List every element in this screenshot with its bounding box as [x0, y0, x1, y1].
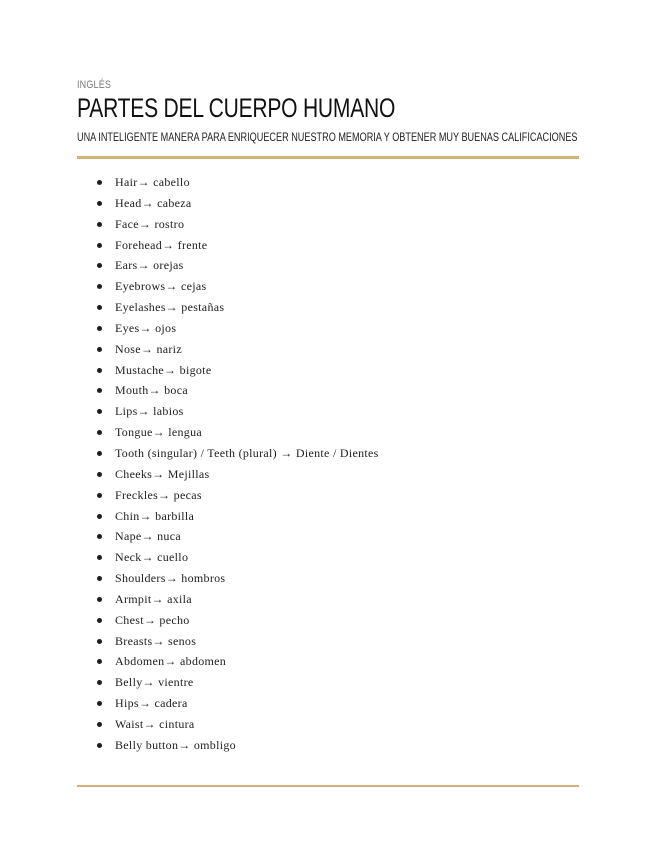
bullet-icon — [97, 576, 102, 581]
list-item — [97, 339, 379, 360]
bullet-icon — [97, 263, 102, 268]
vocabulary-list — [97, 172, 379, 756]
bullet-icon — [97, 743, 102, 748]
list-item — [97, 255, 379, 276]
vocabulary-entry: Eyes→ ojos — [115, 320, 177, 335]
vocabulary-entry: Mustache→ bigote — [115, 362, 212, 377]
vocabulary-entry: Face→ rostro — [115, 216, 185, 231]
bullet-icon — [97, 701, 102, 706]
vocabulary-entry: Lips→ labios — [115, 404, 184, 419]
vocabulary-entry: Eyelashes→ pestañas — [115, 300, 225, 315]
vocabulary-entry: Breasts→ senos — [115, 633, 197, 648]
bullet-icon — [97, 534, 102, 539]
bullet-icon — [97, 305, 102, 310]
bullet-icon — [97, 409, 102, 414]
bullet-icon — [97, 451, 102, 456]
vocabulary-entry: Forehead→ frente — [115, 237, 208, 252]
vocabulary-entry: Neck→ cuello — [115, 550, 189, 565]
bullet-icon — [97, 388, 102, 393]
vocabulary-entry: Ears→ orejas — [115, 258, 184, 273]
list-item — [97, 526, 379, 547]
bullet-icon — [97, 180, 102, 185]
list-item — [97, 193, 379, 214]
vocabulary-entry: Waist→ cintura — [115, 716, 195, 731]
vocabulary-entry: Head→ cabeza — [115, 195, 192, 210]
bullet-icon — [97, 659, 102, 664]
vocabulary-entry: Tooth (singular) / Teeth (plural) → Diente / Dientes — [115, 445, 379, 460]
list-item — [97, 735, 379, 756]
vocabulary-entry: Chin→ barbilla — [115, 508, 195, 523]
bullet-icon — [97, 597, 102, 602]
list-item — [97, 172, 379, 193]
list-item — [97, 297, 379, 318]
vocabulary-entry: Belly→ vientre — [115, 675, 194, 690]
top-divider — [77, 156, 579, 159]
bullet-icon — [97, 368, 102, 373]
list-item — [97, 547, 379, 568]
vocabulary-entry: Armpit→ axila — [115, 591, 192, 606]
bullet-icon — [97, 201, 102, 206]
list-item — [97, 360, 379, 381]
bullet-icon — [97, 639, 102, 644]
bullet-icon — [97, 722, 102, 727]
list-item — [97, 672, 379, 693]
page-subtitle: UNA INTELIGENTE MANERA PARA ENRIQUECER NUESTRO MEMORIA Y OBTENER MUY BUENAS CALIFICACIONES — [77, 130, 578, 144]
bullet-icon — [97, 472, 102, 477]
bullet-icon — [97, 222, 102, 227]
bullet-icon — [97, 430, 102, 435]
list-item — [97, 401, 379, 422]
vocabulary-entry: Cheeks→ Mejillas — [115, 466, 210, 481]
vocabulary-entry: Tongue→ lengua — [115, 425, 203, 440]
vocabulary-entry: Hips→ cadera — [115, 696, 188, 711]
vocabulary-entry: Chest→ pecho — [115, 612, 190, 627]
list-item — [97, 693, 379, 714]
vocabulary-entry: Shoulders→ hombros — [115, 571, 226, 586]
list-item — [97, 214, 379, 235]
list-item — [97, 422, 379, 443]
bullet-icon — [97, 618, 102, 623]
subject-label: INGLÉS — [77, 79, 112, 91]
vocabulary-entry: Freckles→ pecas — [115, 487, 202, 502]
list-item — [97, 276, 379, 297]
list-item — [97, 589, 379, 610]
list-item — [97, 235, 379, 256]
bullet-icon — [97, 493, 102, 498]
bullet-icon — [97, 284, 102, 289]
list-item — [97, 651, 379, 672]
bullet-icon — [97, 347, 102, 352]
vocabulary-entry: Belly button→ ombligo — [115, 737, 236, 752]
page-title: PARTES DEL CUERPO HUMANO — [77, 93, 396, 123]
bullet-icon — [97, 243, 102, 248]
list-item — [97, 714, 379, 735]
list-item — [97, 610, 379, 631]
vocabulary-entry: Nose→ nariz — [115, 341, 182, 356]
vocabulary-entry: Hair→ cabello — [115, 175, 190, 189]
list-item — [97, 464, 379, 485]
vocabulary-entry: Nape→ nuca — [115, 529, 181, 544]
list-item — [97, 506, 379, 527]
list-item — [97, 485, 379, 506]
bottom-divider — [77, 785, 579, 787]
list-item — [97, 568, 379, 589]
list-item — [97, 380, 379, 401]
bullet-icon — [97, 326, 102, 331]
bullet-icon — [97, 555, 102, 560]
vocabulary-entry: Mouth→ boca — [115, 383, 188, 398]
list-item — [97, 631, 379, 652]
vocabulary-entry: Abdomen→ abdomen — [115, 654, 227, 669]
vocabulary-entry: Eyebrows→ cejas — [115, 279, 207, 294]
list-item — [97, 443, 379, 464]
list-item — [97, 318, 379, 339]
bullet-icon — [97, 680, 102, 685]
bullet-icon — [97, 514, 102, 519]
